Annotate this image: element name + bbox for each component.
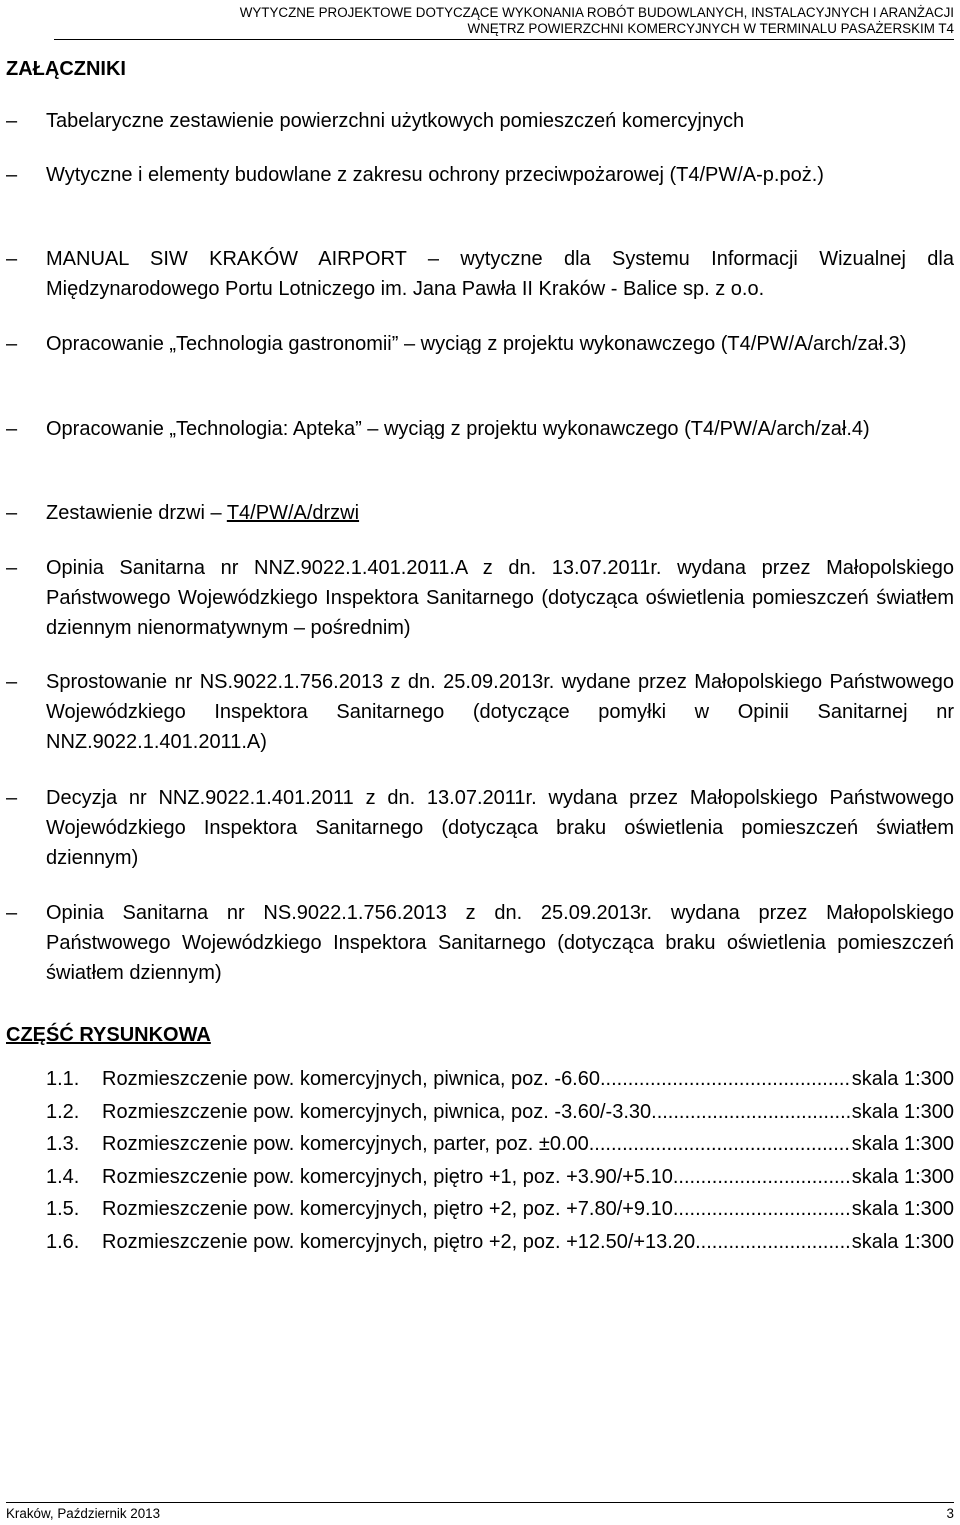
list-item (6, 160, 954, 190)
drawing-number: 1.6. (46, 1230, 80, 1253)
drawing-row (46, 1226, 954, 1259)
dash-bullet: – (6, 671, 18, 693)
drawing-number: 1.3. (46, 1133, 80, 1156)
list-item (6, 414, 954, 444)
drawings-list (46, 1063, 954, 1259)
page-footer (6, 1502, 954, 1521)
leader-dots (651, 1096, 850, 1129)
list-item (6, 667, 954, 757)
list-item-text: Opracowanie „Technologia: Apteka” – wyciąg z projektu wykonawczego (T4/PW/A/arch/zał.4) (46, 418, 870, 440)
footer-place-date: Kraków, Październik 2013 (6, 1506, 161, 1521)
drawing-title: Rozmieszczenie pow. komercyjnych, piętro +2, poz. +12.50/+13.20 (102, 1230, 696, 1253)
leader-dots (695, 1226, 850, 1259)
drawing-row (46, 1063, 954, 1096)
dash-bullet: – (6, 502, 18, 524)
drawing-scale: skala 1:300 (851, 1165, 954, 1188)
drawing-title: Rozmieszczenie pow. komercyjnych, piwnica, poz. -3.60/-3.30 (102, 1100, 652, 1123)
drawing-scale: skala 1:300 (851, 1068, 954, 1090)
drawing-number: 1.2. (46, 1100, 80, 1123)
drawing-title: Rozmieszczenie pow. komercyjnych, piętro +2, poz. +7.80/+9.10 (102, 1198, 673, 1221)
drawing-number: 1.5. (46, 1198, 80, 1221)
section-title-drawings: CZĘŚĆ RYSUNKOWA (6, 1024, 211, 1046)
dash-bullet: – (6, 557, 18, 579)
list-item (6, 553, 954, 643)
doors-item-link[interactable]: T4/PW/A/drzwi (226, 502, 360, 524)
section-title-attachments: ZAŁĄCZNIKI (6, 58, 126, 80)
drawing-title: Rozmieszczenie pow. komercyjnych, piętro +1, poz. +3.90/+5.10 (102, 1165, 673, 1188)
dash-bullet: – (6, 110, 18, 132)
dash-bullet: – (6, 248, 18, 270)
dash-bullet: – (6, 787, 18, 809)
drawing-title: Rozmieszczenie pow. komercyjnych, parter, poz. ±0.00 (102, 1133, 589, 1156)
list-item-text: Decyzja nr NNZ.9022.1.401.2011 z dn. 13.07.2011r. wydana przez Małopolskiego Państwowego Wojewódzkiego Inspektora Sanitarnego (dotycząca braku oświetlenia pomieszczeń światłem dziennym) (46, 787, 954, 869)
drawing-title: Rozmieszczenie pow. komercyjnych, piwnica, poz. -6.60 (102, 1068, 600, 1090)
list-item-text: MANUAL SIW KRAKÓW AIRPORT – wytyczne dla Systemu Informacji Wizualnej dla Międzynarodowego Portu Lotniczego im. Jana Pawła II Kraków - Balice sp. z o.o. (46, 248, 954, 300)
doors-item-text: Zestawienie drzwi – (46, 502, 227, 524)
header-line-1: WYTYCZNE PROJEKTOWE DOTYCZĄCE WYKONANIA ROBÓT BUDOWLANYCH, INSTALACYJNYCH I ARANŻACJI (239, 5, 954, 20)
drawing-number: 1.1. (46, 1068, 80, 1090)
leader-dots (673, 1193, 850, 1226)
list-item-text: Sprostowanie nr NS.9022.1.756.2013 z dn. 25.09.2013r. wydane przez Małopolskiego Państwowego Wojewódzkiego Inspektora Sanitarnego (dotyczące pomyłki w Opinii Sanitarnej nr NNZ.9022.1.401.2011.A) (46, 671, 954, 753)
list-item (6, 106, 954, 136)
list-item-doors (6, 498, 954, 528)
dash-bullet: – (6, 902, 18, 924)
drawing-number: 1.4. (46, 1165, 80, 1188)
list-item-text: Opinia Sanitarna nr NS.9022.1.756.2013 z dn. 25.09.2013r. wydana przez Małopolskiego Państwowego Wojewódzkiego Inspektora Sanitarnego (dotycząca braku oświetlenia pomieszczeń światłem dziennym) (46, 902, 954, 984)
drawing-scale: skala 1:300 (851, 1100, 954, 1123)
list-item-text: Wytyczne i elementy budowlane z zakresu ochrony przeciwpożarowej (T4/PW/A-p.poż.) (46, 164, 824, 186)
dash-bullet: – (6, 164, 18, 186)
list-item (6, 898, 954, 988)
page-header (54, 5, 954, 40)
list-item (6, 783, 954, 873)
drawing-scale: skala 1:300 (851, 1198, 954, 1221)
list-item-text: Opracowanie „Technologia gastronomii” – wyciąg z projektu wykonawczego (T4/PW/A/arch/zał.3) (46, 333, 907, 355)
drawing-row (46, 1193, 954, 1226)
dash-bullet: – (6, 418, 18, 440)
drawing-row (46, 1096, 954, 1129)
list-item (6, 244, 954, 304)
page-number: 3 (946, 1506, 954, 1521)
list-item (6, 329, 954, 359)
header-line-2: WNĘTRZ POWIERZCHNI KOMERCYJNYCH W TERMINALU PASAŻERSKIM T4 (467, 21, 954, 36)
leader-dots (589, 1128, 850, 1161)
list-item-text: Opinia Sanitarna nr NNZ.9022.1.401.2011.A z dn. 13.07.2011r. wydana przez Małopolskiego Państwowego Wojewódzkiego Inspektora Sanitarnego (dotycząca oświetlenia pomieszczeń światłem dziennym nienormatywnym – pośrednim) (46, 557, 954, 639)
drawing-row (46, 1161, 954, 1194)
list-item-text: Tabelaryczne zestawienie powierzchni użytkowych pomieszczeń komercyjnych (46, 110, 745, 132)
leader-dots (673, 1161, 850, 1194)
drawing-row (46, 1128, 954, 1161)
dash-bullet: – (6, 333, 18, 355)
leader-dots (600, 1063, 850, 1096)
drawing-scale: skala 1:300 (851, 1133, 954, 1156)
drawing-scale: skala 1:300 (851, 1230, 954, 1253)
